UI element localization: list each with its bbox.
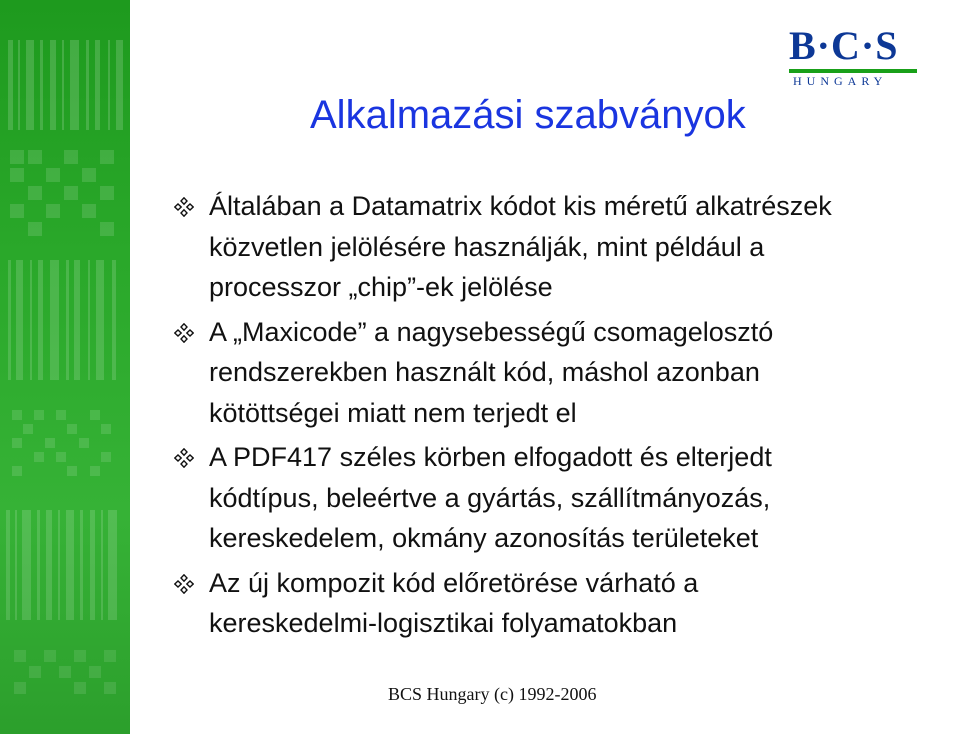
bullet-line: kötöttségei miatt nem terjedt el [209, 397, 577, 428]
bullet-line: kereskedelmi-logisztikai folyamatokban [209, 608, 678, 638]
bullet-line: kereskedelem, okmány azonosítás területeket [209, 523, 759, 553]
bullet-item [172, 437, 952, 559]
footer-copyright: BCS Hungary (c) 1992-2006 [388, 684, 597, 704]
bullet-line: kódtípus, beleértve a gyártás, szállítmányozás, [209, 482, 771, 513]
slide-title: Alkalmazási szabványok [310, 93, 746, 137]
bullet-line: processzor „chip”-ek jelölése [209, 272, 553, 302]
logo-main-text: B·C·S [789, 23, 899, 68]
decorative-barcode-strip [0, 0, 130, 734]
bcs-hungary-logo [789, 24, 919, 90]
four-diamond-bullet-icon [174, 574, 194, 594]
bullet-line: A PDF417 széles körben elfogadott és elterjedt [209, 442, 772, 472]
bullet-item [172, 312, 952, 434]
logo-sub-text: HUNGARY [793, 74, 888, 88]
four-diamond-bullet-icon [174, 448, 194, 468]
bullet-list [172, 186, 952, 648]
barcode-pattern-graphic [0, 0, 130, 734]
bullet-line: rendszerekben használt kód, máshol azonban [209, 357, 760, 387]
logo-green-bar [789, 69, 917, 73]
four-diamond-bullet-icon [174, 323, 194, 343]
bullet-line: közvetlen jelölésére használják, mint például a [209, 231, 765, 262]
bullet-line: A „Maxicode” a nagysebességű csomagelosztó [209, 316, 774, 347]
bullet-line: Az új kompozit kód előretörése várható a [209, 567, 699, 598]
four-diamond-bullet-icon [174, 197, 194, 217]
bullet-item [172, 186, 952, 308]
bullet-line: Általában a Datamatrix kódot kis méretű alkatrészek [209, 191, 832, 221]
bullet-item [172, 563, 952, 644]
